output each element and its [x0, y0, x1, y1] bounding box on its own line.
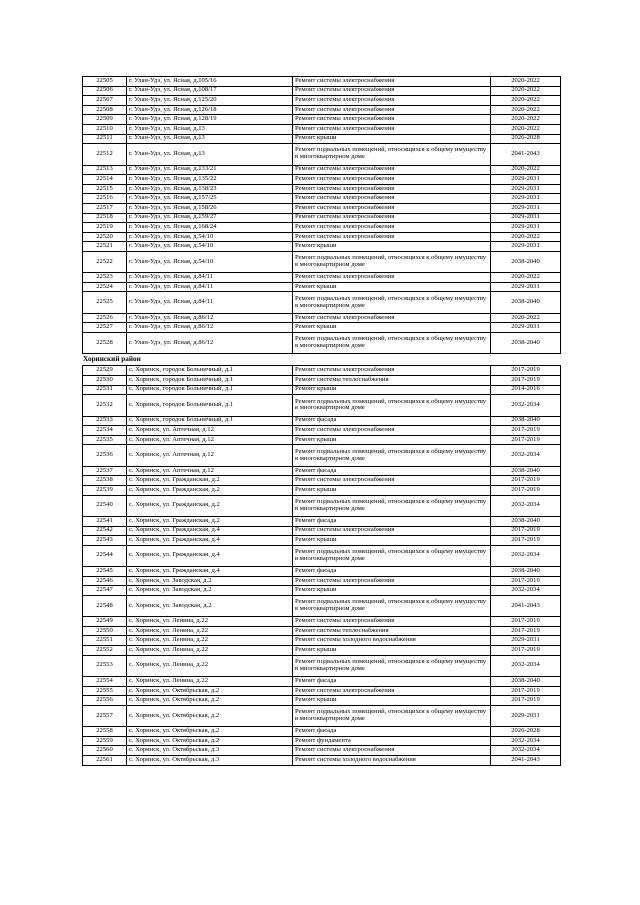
period-cell: 2020-2022	[491, 105, 561, 115]
row-number: 22540	[83, 495, 127, 516]
period-cell: 2032-2034	[491, 395, 561, 416]
period-cell: 2014-2016	[491, 385, 561, 395]
period-cell: 2032-2034	[491, 655, 561, 676]
table-row	[83, 96, 561, 106]
row-number: 22542	[83, 526, 127, 536]
table-row	[83, 466, 561, 476]
table-row	[83, 194, 561, 204]
work-type-cell: Ремонт системы электроснабжения	[293, 313, 491, 323]
address-cell: с. Хоринск, ул. Октябрьская, д.3	[127, 756, 293, 766]
work-type-cell: Ремонт подвальных помещений, относящихся к общему имуществу в многоквартирном доме	[293, 545, 491, 566]
table-row	[83, 282, 561, 292]
address-cell: с. Хоринск, ул. Ленина, д.22	[127, 655, 293, 676]
period-cell: 2017-2019	[491, 576, 561, 586]
work-type-cell: Ремонт подвальных помещений, относящихся к общему имуществу в многоквартирном доме	[293, 333, 491, 354]
period-cell: 2020-2022	[491, 273, 561, 283]
table-row	[83, 165, 561, 175]
period-cell: 2038-2040	[491, 516, 561, 526]
row-number: 22514	[83, 175, 127, 185]
work-type-cell: Ремонт системы электроснабжения	[293, 165, 491, 175]
period-cell: 2020-2022	[491, 313, 561, 323]
row-number: 22557	[83, 705, 127, 726]
period-cell: 2029-2031	[491, 242, 561, 252]
work-type-cell: Ремонт фасада	[293, 567, 491, 577]
row-number: 22550	[83, 626, 127, 636]
address-cell: г. Улан-Удэ, ул. Ясная, д.135/22	[127, 175, 293, 185]
period-cell: 2020-2022	[491, 165, 561, 175]
address-cell: г. Улан-Удэ, ул. Ясная, д.168/24	[127, 223, 293, 233]
table-row	[83, 536, 561, 546]
work-type-cell: Ремонт системы электроснабжения	[293, 105, 491, 115]
row-number: 22556	[83, 696, 127, 706]
period-cell: 2017-2019	[491, 686, 561, 696]
address-cell: с. Хоринск, ул. Аптечная, д.12	[127, 435, 293, 445]
table-row	[83, 526, 561, 536]
period-cell: 2029-2031	[491, 636, 561, 646]
address-cell: г. Улан-Удэ, ул. Ясная, д.105/16	[127, 77, 293, 87]
row-number: 22545	[83, 567, 127, 577]
work-type-cell: Ремонт крыши	[293, 242, 491, 252]
works-table	[82, 76, 561, 354]
table-row	[83, 292, 561, 313]
table-row	[83, 175, 561, 185]
table-row	[83, 655, 561, 676]
address-cell: с. Хоринск, ул. Ленина, д.22	[127, 617, 293, 627]
address-cell: г. Улан-Удэ, ул. Ясная, д.86/12	[127, 333, 293, 354]
address-cell: с. Хоринск, городок Больничный, д.1	[127, 385, 293, 395]
address-cell: г. Улан-Удэ, ул. Ясная, д.128/19	[127, 115, 293, 125]
work-type-cell: Ремонт крыши	[293, 435, 491, 445]
period-cell: 2032-2034	[491, 495, 561, 516]
table-row	[83, 144, 561, 165]
document-page	[82, 76, 560, 766]
table-row	[83, 273, 561, 283]
address-cell: с. Хоринск, ул. Гражданская, д.2	[127, 495, 293, 516]
row-number: 22527	[83, 323, 127, 333]
row-number: 22510	[83, 124, 127, 134]
work-type-cell: Ремонт подвальных помещений, относящихся к общему имуществу в многоквартирном доме	[293, 655, 491, 676]
period-cell: 2029-2031	[491, 203, 561, 213]
work-type-cell: Ремонт системы электроснабжения	[293, 426, 491, 436]
row-number: 22536	[83, 445, 127, 466]
work-type-cell: Ремонт фасада	[293, 727, 491, 737]
work-type-cell: Ремонт крыши	[293, 586, 491, 596]
row-number: 22520	[83, 232, 127, 242]
table-row	[83, 366, 561, 376]
work-type-cell: Ремонт фасада	[293, 516, 491, 526]
row-number: 22548	[83, 595, 127, 616]
table-row	[83, 426, 561, 436]
period-cell: 2038-2040	[491, 466, 561, 476]
address-cell: с. Хоринск, ул. Ленина, д.22	[127, 626, 293, 636]
row-number: 22531	[83, 385, 127, 395]
row-number: 22561	[83, 756, 127, 766]
address-cell: г. Улан-Удэ, ул. Ясная, д.133/21	[127, 165, 293, 175]
table-row	[83, 677, 561, 687]
work-type-cell: Ремонт системы электроснабжения	[293, 526, 491, 536]
table-row	[83, 416, 561, 426]
work-type-cell: Ремонт системы электроснабжения	[293, 184, 491, 194]
work-type-cell: Ремонт крыши	[293, 646, 491, 656]
table-row	[83, 545, 561, 566]
table-row	[83, 576, 561, 586]
table-row	[83, 705, 561, 726]
table-row	[83, 242, 561, 252]
address-cell: с. Хоринск, городок Больничный, д.1	[127, 416, 293, 426]
address-cell: с. Хоринск, ул. Ленина, д.22	[127, 646, 293, 656]
row-number: 22553	[83, 655, 127, 676]
district-heading: Хоринский район	[83, 355, 141, 364]
table-row	[83, 476, 561, 486]
row-number: 22523	[83, 273, 127, 283]
address-cell: с. Хоринск, ул. Октябрьская, д.2	[127, 686, 293, 696]
address-cell: с. Хоринск, ул. Гражданская, д.2	[127, 516, 293, 526]
table-row	[83, 626, 561, 636]
work-type-cell: Ремонт системы электроснабжения	[293, 273, 491, 283]
row-number: 22551	[83, 636, 127, 646]
row-number: 22537	[83, 466, 127, 476]
address-cell: с. Хоринск, городок Больничный, д.1	[127, 395, 293, 416]
period-cell: 2020-2022	[491, 96, 561, 106]
period-cell: 2017-2019	[491, 626, 561, 636]
row-number: 22533	[83, 416, 127, 426]
work-type-cell: Ремонт системы электроснабжения	[293, 175, 491, 185]
period-cell: 2032-2034	[491, 545, 561, 566]
period-cell: 2029-2031	[491, 705, 561, 726]
table-row	[83, 586, 561, 596]
period-cell: 2029-2031	[491, 213, 561, 223]
period-cell: 2026-2028	[491, 134, 561, 144]
work-type-cell: Ремонт фасада	[293, 416, 491, 426]
row-number: 22558	[83, 727, 127, 737]
address-cell: с. Хоринск, ул. Заводская, д.2	[127, 576, 293, 586]
work-type-cell: Ремонт системы электроснабжения	[293, 86, 491, 96]
period-cell: 2038-2040	[491, 677, 561, 687]
address-cell: с. Хоринск, ул. Ленина, д.22	[127, 677, 293, 687]
period-cell: 2017-2019	[491, 536, 561, 546]
row-number: 22506	[83, 86, 127, 96]
period-cell: 2029-2031	[491, 184, 561, 194]
period-cell: 2032-2034	[491, 445, 561, 466]
address-cell: г. Улан-Удэ, ул. Ясная, д.159/27	[127, 213, 293, 223]
address-cell: г. Улан-Удэ, ул. Ясная, д.158/26	[127, 203, 293, 213]
table-row	[83, 124, 561, 134]
work-type-cell: Ремонт системы холодного водоснабжения	[293, 756, 491, 766]
row-number: 22549	[83, 617, 127, 627]
address-cell: с. Хоринск, городок Больничный, д.1	[127, 376, 293, 386]
period-cell: 2029-2031	[491, 223, 561, 233]
period-cell: 2026-2028	[491, 727, 561, 737]
work-type-cell: Ремонт системы электроснабжения	[293, 194, 491, 204]
table-row	[83, 617, 561, 627]
work-type-cell: Ремонт системы теплоснабжения	[293, 626, 491, 636]
table-row	[83, 485, 561, 495]
period-cell: 2041-2043	[491, 144, 561, 165]
period-cell: 2017-2019	[491, 485, 561, 495]
table-row	[83, 445, 561, 466]
work-type-cell: Ремонт системы электроснабжения	[293, 746, 491, 756]
work-type-cell: Ремонт системы электроснабжения	[293, 203, 491, 213]
row-number: 22538	[83, 476, 127, 486]
address-cell: с. Хоринск, ул. Гражданская, д.2	[127, 476, 293, 486]
period-cell: 2020-2022	[491, 77, 561, 87]
row-number: 22535	[83, 435, 127, 445]
table-row	[83, 516, 561, 526]
address-cell: г. Улан-Удэ, ул. Ясная, д.125/20	[127, 96, 293, 106]
row-number: 22528	[83, 333, 127, 354]
period-cell: 2020-2022	[491, 232, 561, 242]
period-cell: 2032-2034	[491, 736, 561, 746]
row-number: 22508	[83, 105, 127, 115]
address-cell: с. Хоринск, ул. Аптечная, д.12	[127, 426, 293, 436]
address-cell: с. Хоринск, ул. Аптечная, д.12	[127, 466, 293, 476]
work-type-cell: Ремонт системы электроснабжения	[293, 96, 491, 106]
period-cell: 2017-2019	[491, 366, 561, 376]
table-row	[83, 595, 561, 616]
work-type-cell: Ремонт системы электроснабжения	[293, 124, 491, 134]
address-cell: г. Улан-Удэ, ул. Ясная, д.54/10	[127, 232, 293, 242]
row-number: 22513	[83, 165, 127, 175]
period-cell: 2017-2019	[491, 696, 561, 706]
work-type-cell: Ремонт подвальных помещений, относящихся к общему имуществу в многоквартирном доме	[293, 395, 491, 416]
address-cell: г. Улан-Удэ, ул. Ясная, д.13	[127, 134, 293, 144]
table-row	[83, 746, 561, 756]
work-type-cell: Ремонт системы электроснабжения	[293, 476, 491, 486]
address-cell: с. Хоринск, ул. Заводская, д.2	[127, 595, 293, 616]
row-number: 22560	[83, 746, 127, 756]
address-cell: г. Улан-Удэ, ул. Ясная, д.86/12	[127, 323, 293, 333]
address-cell: с. Хоринск, ул. Гражданская, д.4	[127, 536, 293, 546]
table-row	[83, 636, 561, 646]
row-number: 22555	[83, 686, 127, 696]
address-cell: г. Улан-Удэ, ул. Ясная, д.13	[127, 124, 293, 134]
table-row	[83, 86, 561, 96]
period-cell: 2020-2022	[491, 115, 561, 125]
row-number: 22509	[83, 115, 127, 125]
row-number: 22544	[83, 545, 127, 566]
row-number: 22559	[83, 736, 127, 746]
period-cell: 2017-2019	[491, 526, 561, 536]
work-type-cell: Ремонт крыши	[293, 696, 491, 706]
work-type-cell: Ремонт фасада	[293, 677, 491, 687]
table-row	[83, 134, 561, 144]
address-cell: с. Хоринск, ул. Ленина, д.22	[127, 636, 293, 646]
table-row	[83, 495, 561, 516]
row-number: 22516	[83, 194, 127, 204]
row-number: 22517	[83, 203, 127, 213]
row-number: 22524	[83, 282, 127, 292]
row-number: 22534	[83, 426, 127, 436]
period-cell: 2038-2040	[491, 567, 561, 577]
period-cell: 2041-2043	[491, 756, 561, 766]
address-cell: с. Хоринск, ул. Гражданская, д.2	[127, 485, 293, 495]
address-cell: г. Улан-Удэ, ул. Ясная, д.84/11	[127, 273, 293, 283]
address-cell: г. Улан-Удэ, ул. Ясная, д.86/12	[127, 313, 293, 323]
row-number: 22525	[83, 292, 127, 313]
work-type-cell: Ремонт крыши	[293, 134, 491, 144]
row-number: 22529	[83, 366, 127, 376]
period-cell: 2038-2040	[491, 251, 561, 272]
table-row	[83, 313, 561, 323]
row-number: 22541	[83, 516, 127, 526]
table-row	[83, 77, 561, 87]
address-cell: г. Улан-Удэ, ул. Ясная, д.108/17	[127, 86, 293, 96]
work-type-cell: Ремонт крыши	[293, 282, 491, 292]
address-cell: г. Улан-Удэ, ул. Ясная, д.157/25	[127, 194, 293, 204]
table-row	[83, 203, 561, 213]
work-type-cell: Ремонт подвальных помещений, относящихся к общему имуществу в многоквартирном доме	[293, 144, 491, 165]
table-row	[83, 567, 561, 577]
table-row	[83, 323, 561, 333]
work-type-cell: Ремонт системы электроснабжения	[293, 213, 491, 223]
work-type-cell: Ремонт системы электроснабжения	[293, 366, 491, 376]
period-cell: 2029-2031	[491, 323, 561, 333]
work-type-cell: Ремонт подвальных помещений, относящихся к общему имуществу в многоквартирном доме	[293, 251, 491, 272]
address-cell: с. Хоринск, ул. Октябрьская, д.2	[127, 727, 293, 737]
table-row	[83, 686, 561, 696]
table-row	[83, 646, 561, 656]
address-cell: с. Хоринск, ул. Гражданская, д.4	[127, 545, 293, 566]
works-table	[82, 365, 561, 765]
period-cell: 2017-2019	[491, 646, 561, 656]
work-type-cell: Ремонт подвальных помещений, относящихся к общему имуществу в многоквартирном доме	[293, 445, 491, 466]
address-cell: с. Хоринск, ул. Заводская, д.2	[127, 586, 293, 596]
table-row	[83, 251, 561, 272]
work-type-cell: Ремонт системы электроснабжения	[293, 576, 491, 586]
row-number: 22532	[83, 395, 127, 416]
table-row	[83, 223, 561, 233]
period-cell: 2038-2040	[491, 333, 561, 354]
address-cell: с. Хоринск, городок Больничный, д.1	[127, 366, 293, 376]
table-row	[83, 115, 561, 125]
table-row	[83, 756, 561, 766]
table-row	[83, 385, 561, 395]
period-cell: 2017-2019	[491, 376, 561, 386]
address-cell: г. Улан-Удэ, ул. Ясная, д.84/11	[127, 292, 293, 313]
works-register	[82, 76, 560, 766]
row-number: 22539	[83, 485, 127, 495]
period-cell: 2017-2019	[491, 617, 561, 627]
address-cell: г. Улан-Удэ, ул. Ясная, д.54/10	[127, 251, 293, 272]
table-row	[83, 184, 561, 194]
period-cell: 2038-2040	[491, 416, 561, 426]
address-cell: с. Хоринск, ул. Октябрьская, д.3	[127, 746, 293, 756]
work-type-cell: Ремонт системы холодного водоснабжения	[293, 636, 491, 646]
period-cell: 2020-2022	[491, 124, 561, 134]
period-cell: 2041-2043	[491, 595, 561, 616]
address-cell: г. Улан-Удэ, ул. Ясная, д.126/18	[127, 105, 293, 115]
work-type-cell: Ремонт крыши	[293, 485, 491, 495]
work-type-cell: Ремонт крыши	[293, 323, 491, 333]
table-row	[83, 736, 561, 746]
row-number: 22547	[83, 586, 127, 596]
row-number: 22543	[83, 536, 127, 546]
work-type-cell: Ремонт подвальных помещений, относящихся к общему имуществу в многоквартирном доме	[293, 495, 491, 516]
table-row	[83, 395, 561, 416]
table-row	[83, 232, 561, 242]
period-cell: 2029-2031	[491, 175, 561, 185]
address-cell: с. Хоринск, ул. Аптечная, д.12	[127, 445, 293, 466]
address-cell: с. Хоринск, ул. Октябрьская, д.2	[127, 696, 293, 706]
period-cell: 2038-2040	[491, 292, 561, 313]
row-number: 22505	[83, 77, 127, 87]
table-row	[83, 727, 561, 737]
work-type-cell: Ремонт системы электроснабжения	[293, 617, 491, 627]
address-cell: г. Улан-Удэ, ул. Ясная, д.54/10	[127, 242, 293, 252]
work-type-cell: Ремонт системы электроснабжения	[293, 223, 491, 233]
table-row	[83, 376, 561, 386]
period-cell: 2032-2034	[491, 746, 561, 756]
work-type-cell: Ремонт системы электроснабжения	[293, 77, 491, 87]
period-cell: 2032-2034	[491, 586, 561, 596]
row-number: 22522	[83, 251, 127, 272]
row-number: 22518	[83, 213, 127, 223]
row-number: 22519	[83, 223, 127, 233]
work-type-cell: Ремонт системы электроснабжения	[293, 115, 491, 125]
period-cell: 2017-2019	[491, 435, 561, 445]
period-cell: 2029-2031	[491, 282, 561, 292]
work-type-cell: Ремонт фасада	[293, 466, 491, 476]
work-type-cell: Ремонт подвальных помещений, относящихся к общему имуществу в многоквартирном доме	[293, 705, 491, 726]
address-cell: с. Хоринск, ул. Октябрьская, д.2	[127, 705, 293, 726]
address-cell: с. Хоринск, ул. Гражданская, д.4	[127, 526, 293, 536]
work-type-cell: Ремонт системы теплоснабжения	[293, 376, 491, 386]
address-cell: с. Хоринск, ул. Гражданская, д.4	[127, 567, 293, 577]
row-number: 22546	[83, 576, 127, 586]
work-type-cell: Ремонт крыши	[293, 536, 491, 546]
period-cell: 2017-2019	[491, 476, 561, 486]
row-number: 22511	[83, 134, 127, 144]
row-number: 22530	[83, 376, 127, 386]
work-type-cell: Ремонт крыши	[293, 385, 491, 395]
row-number: 22554	[83, 677, 127, 687]
address-cell: с. Хоринск, ул. Октябрьская, д.2	[127, 736, 293, 746]
row-number: 22515	[83, 184, 127, 194]
table-row	[83, 213, 561, 223]
address-cell: г. Улан-Удэ, ул. Ясная, д.13	[127, 144, 293, 165]
address-cell: г. Улан-Удэ, ул. Ясная, д.138/23	[127, 184, 293, 194]
table-row	[83, 696, 561, 706]
row-number: 22526	[83, 313, 127, 323]
address-cell: г. Улан-Удэ, ул. Ясная, д.84/11	[127, 282, 293, 292]
work-type-cell: Ремонт подвальных помещений, относящихся к общему имуществу в многоквартирном доме	[293, 292, 491, 313]
table-row	[83, 435, 561, 445]
row-number: 22552	[83, 646, 127, 656]
table-row	[83, 105, 561, 115]
row-number: 22512	[83, 144, 127, 165]
row-number: 22507	[83, 96, 127, 106]
work-type-cell: Ремонт фундамента	[293, 736, 491, 746]
period-cell: 2020-2022	[491, 86, 561, 96]
work-type-cell: Ремонт подвальных помещений, относящихся к общему имуществу в многоквартирном доме	[293, 595, 491, 616]
table-row	[83, 333, 561, 354]
period-cell: 2029-2031	[491, 194, 561, 204]
period-cell: 2017-2019	[491, 426, 561, 436]
row-number: 22521	[83, 242, 127, 252]
work-type-cell: Ремонт системы электроснабжения	[293, 232, 491, 242]
work-type-cell: Ремонт системы электроснабжения	[293, 686, 491, 696]
